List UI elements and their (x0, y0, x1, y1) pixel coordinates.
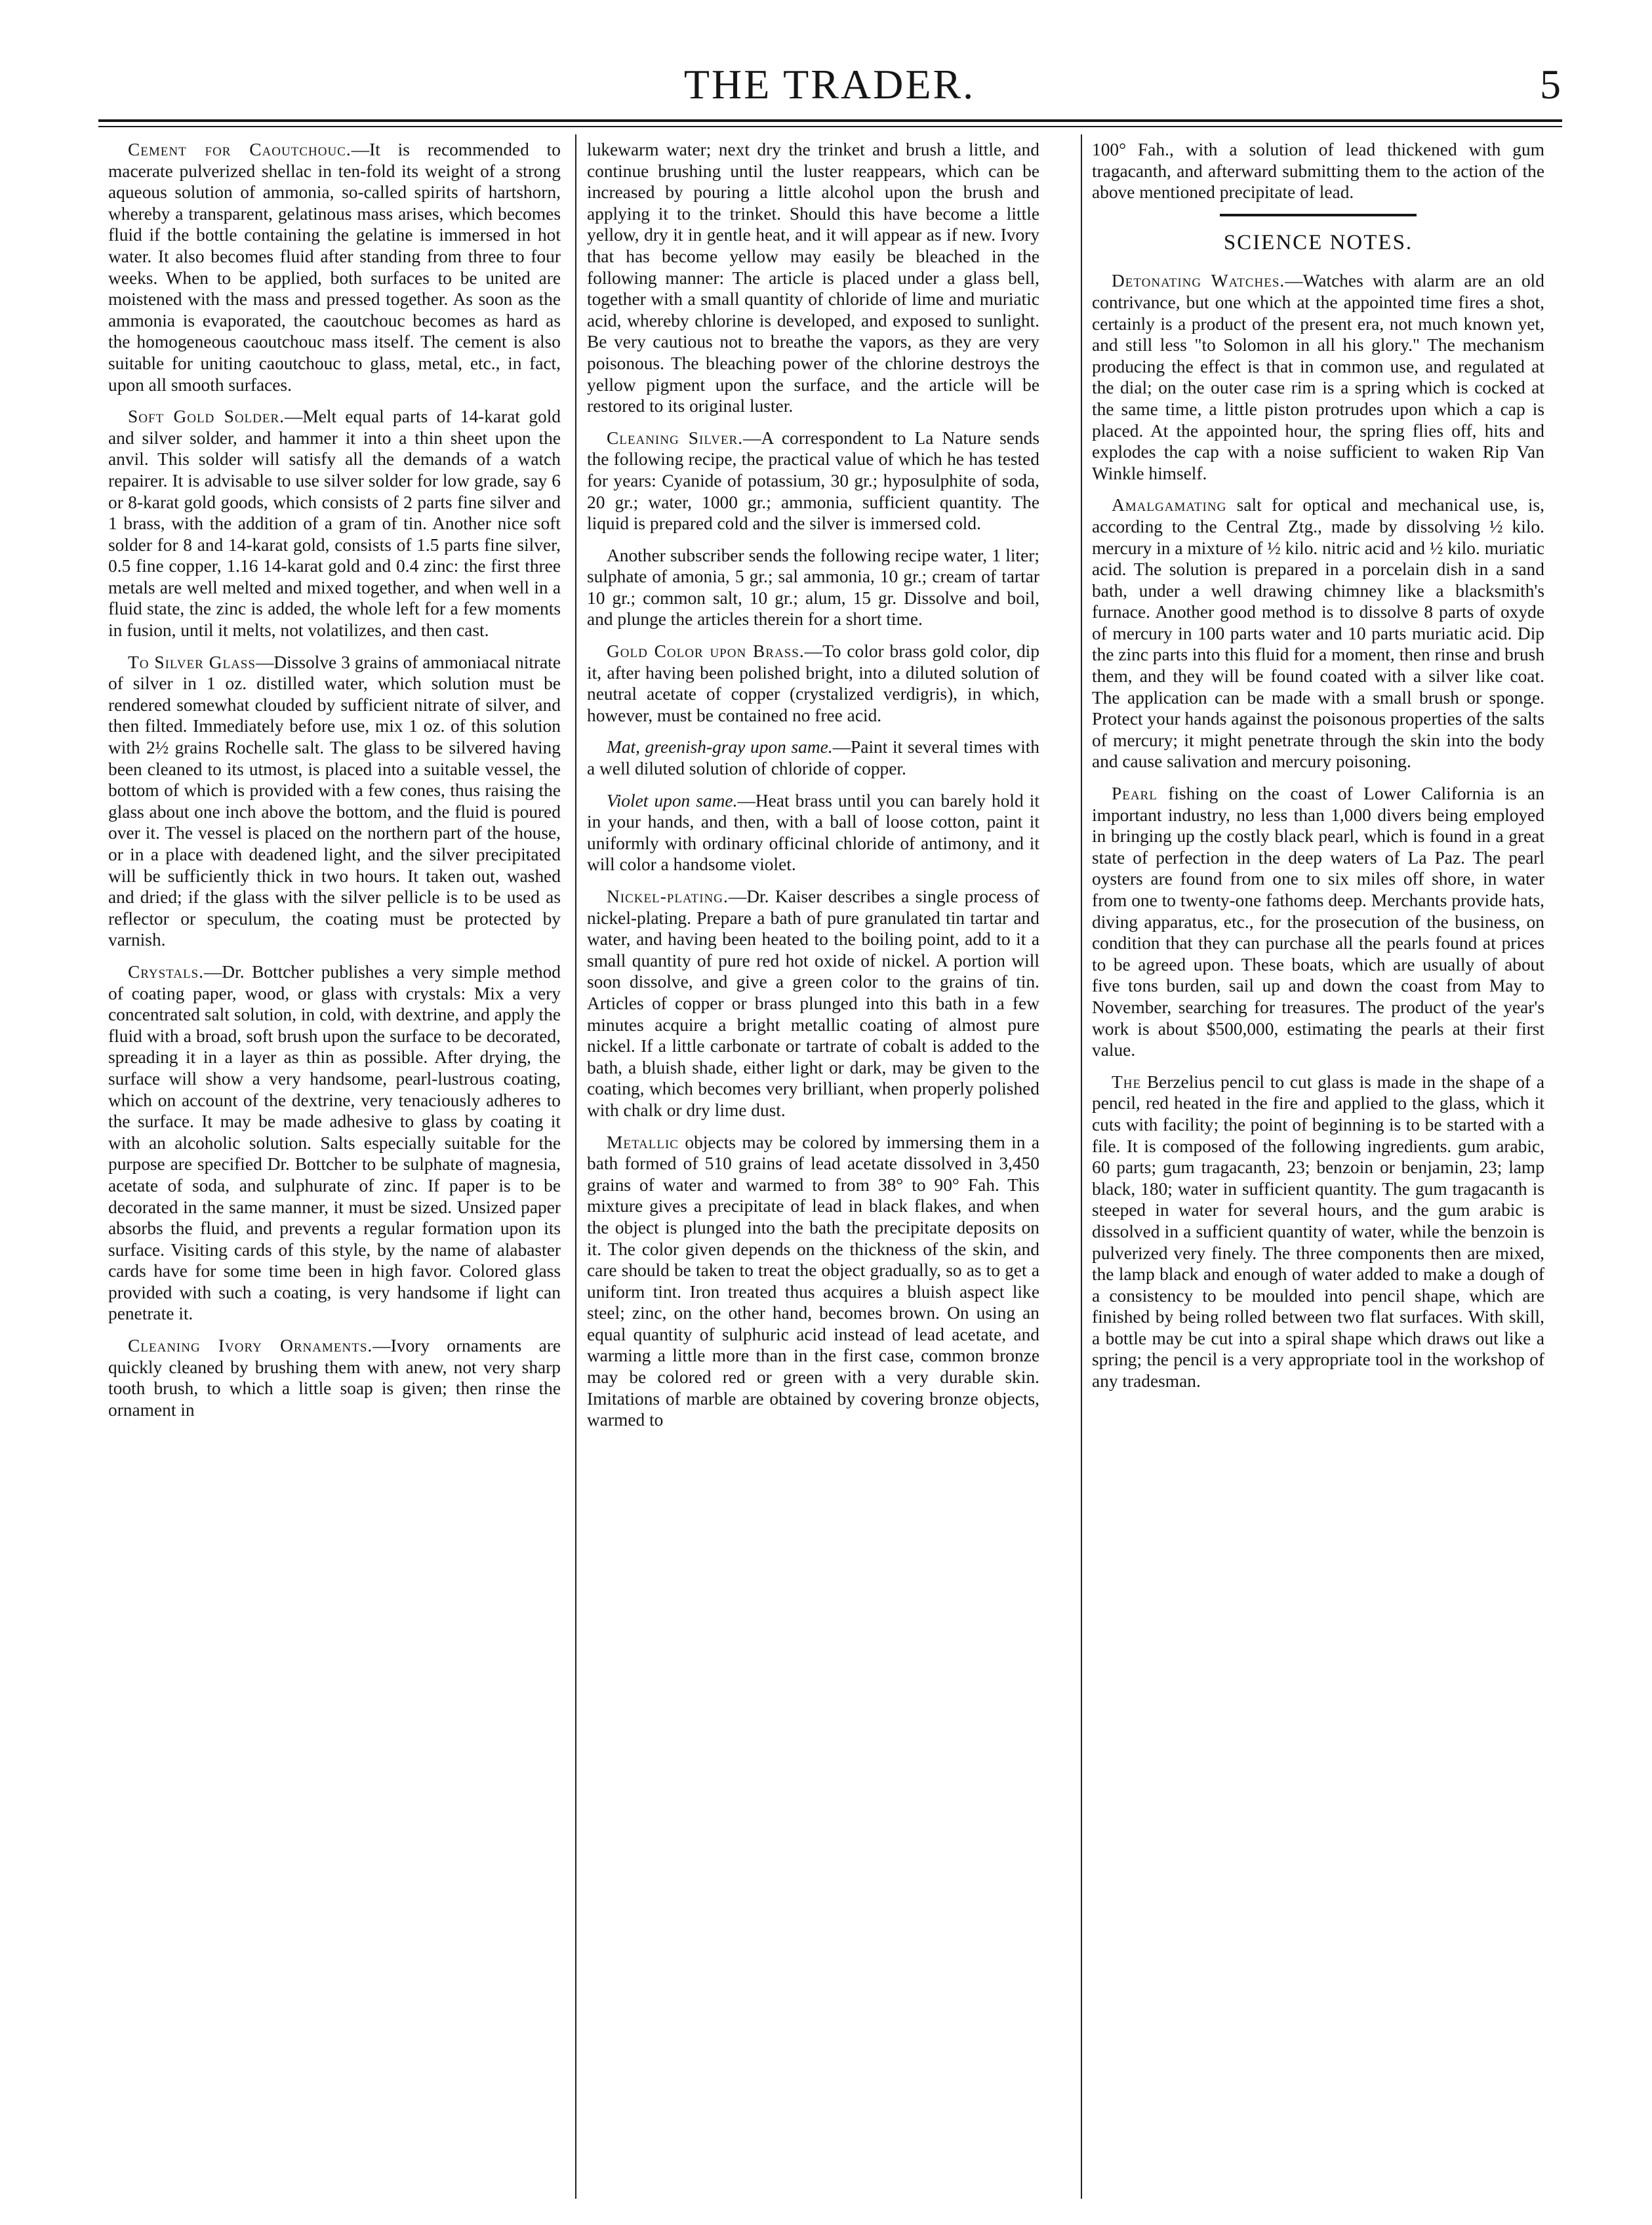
article-column-1 (108, 139, 561, 2197)
article-paragraph (587, 545, 1039, 630)
article-paragraph (1092, 783, 1544, 1061)
article-body: Another subscriber sends the following recipe water, 1 liter; sulphate of amonia, 5 gr.; sal ammonia, 10 gr.; cream of tartar 10 gr.; common salt, 10 gr.; alum, 15 gr. Dissolve and boil, and plunge the articles therein for a short time. (587, 545, 1039, 630)
article-lead: Violet upon same. (607, 790, 738, 811)
article-paragraph (1092, 139, 1544, 203)
article-body: —To color brass gold color, dip it, after having been polished bright, into a diluted solution of neutral acetate of copper (crystalized verdigris), in which, however, must be contained no free acid. (587, 641, 1039, 725)
article-lead: Soft Gold Solder. (128, 407, 285, 427)
article-body: —Dr. Bottcher publishes a very simple method of coating paper, wood, or glass with crystals: Mix a very concentrated salt solution, in cold, with dextrine, and apply the fluid with a broad, soft brush upon the surface to be decorated, spreading it in a layer as thin as possible. After drying, the surface will show a very handsome, pearl-lustrous coating, which on account of the dextrine, very tenaciously adheres to the surface. It may be made adhesive to glass by coating it with an alcoholic solution. Salts especially suitable for the purpose are specified Dr. Bottcher to be sulphate of magnesia, acetate of soda, and sulphurate of zinc. If paper is to be decorated in the same manner, it must be sized. Unsized paper absorbs the fluid, and prevents a regular formation upon its surface. Visiting cards of this style, by the name of alabaster cards have for some time been in high favor. Colored glass provided with such a coating, is very handsome if light can penetrate it. (108, 961, 561, 1324)
page-number: 5 (1540, 61, 1561, 108)
masthead (98, 60, 1561, 117)
article-paragraph (108, 139, 561, 395)
article-paragraph (108, 406, 561, 641)
article-paragraph (587, 428, 1039, 534)
article-body: lukewarm water; next dry the trinket and brush a little, and continue brushing until the luster reappears, which can be increased by pouring a little alcohol upon the brush and applying it to the trinket. Should this have become a little yellow, dry it in gentle heat, and it will appear as if new. Ivory that has become yellow may easily be bleached in the following manner: The article is placed under a glass bell, together with a small quantity of chloride of lime and muriatic acid, whereby chlorine is developed, and exposed to sunlight. Be very cautious not to breathe the vapors, as they are very poisonous. The bleaching power of the chlorine destroys the yellow pigment upon the surface, and the article will be restored to its original luster. (587, 140, 1039, 416)
article-body: fishing on the coast of Lower California is an important industry, no less than 1,000 divers being employed in bringing up the costly black pearl, which is found in a great state of perfection in the deep waters of La Paz. The pearl oysters are found from one to six miles off shore, in water from one to twenty-one fathoms deep. Merchants provide hats, diving apparatus, etc., for the prosecution of the business, on condition that they can purchase all the pearls found at prices to be agreed upon. These boats, which are usually of about five tons burden, sail up and down the coast from May to November, searching for treasures. The product of the year's work is about $500,000, estimating the pearls at their first value. (1092, 784, 1544, 1060)
article-paragraph (587, 1132, 1039, 1431)
article-paragraph (587, 641, 1039, 726)
article-body: objects may be colored by immersing them in a bath formed of 510 grains of lead acetate dissolved in 3,450 grains of water and warmed to from 38° to 90° Fah. This mixture gives a precipitate of lead in black flakes, and when the object is plunged into the bath the precipitate deposits on it. The color given depends on the thickness of the skin, and care should be taken to treat the object gradually, so as to get a uniform tint. Iron treated thus acquires a bluish aspect like steel; zinc, on the other hand, becomes brown. On using an equal quantity of sulphuric acid instead of lead acetate, and warming a little more than in the first case, common bronze may be colored red or green with a very durable skin. Imitations of marble are obtained by covering bronze objects, warmed to (587, 1132, 1039, 1430)
column-divider (1081, 134, 1082, 2199)
article-lead: To Silver Glass (128, 652, 256, 672)
article-body: Berzelius pencil to cut glass is made in the shape of a pencil, red heated in the fire and applied to the glass, which it cuts with facility; the point of beginning is to be started with a file. It is composed of the following ingredients. gum arabic, 60 parts; gum tragacanth, 23; benzoin or benjamin, 23; lamp black, 180; water in sufficient quantity. The gum tragacanth is steeped in water for several hours, and the gum arabic is dissolved in a sufficient quantity of water, while the benzoin is pulverized very finely. The three components then are mixed, the lamp black and enough of water added to make a dough of a consistency to be moulded into pencil shape, which are finished by being rolled between two flat surfaces. With skill, a bottle may be cut into a spiral shape which draws out like a spring; the pencil is a very appropriate tool in the workshop of any tradesman. (1092, 1072, 1544, 1392)
article-lead: Cleaning Ivory Ornaments. (128, 1336, 373, 1356)
article-column-2 (587, 139, 1039, 2197)
article-paragraph (108, 1335, 561, 1420)
article-paragraph (587, 886, 1039, 1121)
article-lead: Metallic (607, 1132, 679, 1152)
article-paragraph (108, 961, 561, 1325)
article-lead: Nickel-plating. (607, 887, 729, 906)
article-paragraph (1092, 1072, 1544, 1392)
article-lead: The (1112, 1072, 1142, 1092)
article-body: —A correspondent to La Nature sends the following recipe, the practical value of which he has tested for years: Cyanide of potassium, 30 gr.; hyposulphite of soda, 20 gr.; water, 1000 gr.; ammonia, sufficient quantity. The liquid is prepared cold and the silver is immersed cold. (587, 428, 1039, 534)
article-lead: Cement for Caoutchouc. (128, 140, 352, 159)
section-rule (1220, 214, 1417, 216)
article-body: —Melt equal parts of 14-karat gold and silver solder, and hammer it into a thin sheet upon the anvil. This solder will satisfy all the demands of a watch repairer. It is advisable to use silver solder for low grade, say 6 or 8-karat gold goods, which consists of 2 parts fine silver and 1 brass, with the addition of a gram of tin. Another nice soft solder for 8 and 14-karat gold, consists of 1.5 parts fine silver, 0.5 fine copper, 1.16 14-karat gold and 0.4 zinc: the first three metals are well melted and mixed together, and when well in a fluid state, the zinc is added, the whole left for a few moments in fusion, until it melts, not volatilizes, and then cast. (108, 407, 561, 641)
article-body: —Watches with alarm are an old contrivance, but one which at the appointed time fires a shot, certainly is a product of the present era, not much known yet, and still less "to Solomon in all his glory." The mechanism producing the effect is that in common use, and regulated at the dial; on the outer case rim is a spring which is cocked at the same time, a little piston protrudes upon which a cap is placed. At the appointed hour, the spring flies off, hits and explodes the cap with a noise sufficient to waken Rip Van Winkle himself. (1092, 271, 1544, 483)
article-paragraph (108, 652, 561, 951)
article-lead: Pearl (1112, 784, 1158, 804)
article-body: —Dissolve 3 grains of ammoniacal nitrate of silver in 1 oz. distilled water, which solution must be rendered somewhat clouded by sufficient nitrate of silver, and then filted. Immediately before use, mix 1 oz. of this solution with 2½ grains Rochelle salt. The glass to be silvered having been cleaned to its utmost, is placed into a suitable vessel, the bottom of which is provided with a few cones, thus raising the glass about one inch above the bottom, and the fluid is poured over it. The vessel is placed on the northern part of the house, or in a place with deadened light, and the silver precipitated will be sufficiently thick in two hours. It taken out, washed and dried; if the glass with the silver pellicle is to be used as reflector or speculum, the coating must be protected by varnish. (108, 652, 561, 950)
article-paragraph (587, 736, 1039, 779)
article-body: —Paint it several times with a well diluted solution of chloride of copper. (587, 737, 1039, 779)
article-paragraph (1092, 270, 1544, 484)
article-lead: Cleaning Silver. (607, 428, 744, 448)
article-paragraph (587, 139, 1039, 417)
article-body: salt for optical and mechanical use, is, according to the Central Ztg., made by dissolving ½ kilo. mercury in a mixture of ½ kilo. nitric acid and ½ kilo. muriatic acid. The solution is prepared in a porcelain dish in a sand bath, under a well drawing chimney like a blacksmith's furnace. Another good method is to dissolve 8 parts of oxyde of mercury in 100 parts water and 10 parts muriatic acid. Dip the zinc parts into this fluid for a moment, then rinse and brush them, and they will be found coated with a silver like coat. The application can be made with a small brush or sponge. Protect your hands against the poisonous properties of the salts of mercury; it might penetrate through the skin into the body and cause salivation and mercury poisoning. (1092, 495, 1544, 772)
newspaper-title: THE TRADER. (683, 61, 976, 108)
section-title: SCIENCE NOTES. (1223, 230, 1413, 254)
article-body: —Heat brass until you can barely hold it in your hands, and then, with a ball of loose cotton, paint it uniformly with ordinary officinal chloride of antimony, and it will color a handsome violet. (587, 790, 1039, 875)
header-rule-thin (98, 126, 1562, 127)
article-lead: Crystals. (128, 961, 205, 982)
article-lead: Gold Color upon Brass. (607, 641, 805, 662)
article-paragraph (587, 790, 1039, 875)
header-rule-thick (98, 119, 1562, 122)
article-body: —Dr. Kaiser describes a single process of nickel-plating. Prepare a bath of pure granulated tin tartar and water, and having been heated to the boiling point, add to it a small quantity of pure red hot oxide of nickel. A portion will soon dissolve, and give a green color to the grains of tin. Articles of copper or brass plunged into this bath in a few minutes acquire a bright metallic coating of almost pure nickel. If a little carbonate or tartrate of cobalt is added to the bath, a bluish shade, either light or dark, may be given to the coating, which becomes very brilliant, when properly polished with chalk or dry lime dust. (587, 887, 1039, 1120)
article-body: 100° Fah., with a solution of lead thickened with gum tragacanth, and afterward submitting them to the action of the above mentioned precipitate of lead. (1092, 140, 1544, 203)
column-divider (575, 134, 576, 2199)
article-body: —It is recommended to macerate pulverized shellac in ten-fold its weight of a strong aqueous solution of ammonia, so-called spirits of hartshorn, whereby a transparent, gelatinous mass arises, which becomes fluid if the bottle containing the gelatine is immersed in hot water. It also becomes fluid after standing from three to four weeks. When to be applied, both surfaces to be united are moistened with the mass and pressed together. As soon as the ammonia is evaporated, the caoutchouc becomes as hard as the homogeneous caoutchouc mass itself. The cement is also suitable for uniting caoutchouc to glass, metal, etc., in fact, upon all smooth surfaces. (108, 140, 561, 395)
article-body: —Ivory ornaments are quickly cleaned by brushing them with anew, not very sharp tooth brush, to which a little soap is given; then rinse the ornament in (108, 1336, 561, 1420)
article-paragraph (1092, 494, 1544, 772)
article-lead: Mat, greenish-gray upon same. (607, 737, 833, 757)
article-column-3 (1092, 139, 1544, 2197)
section-heading-block (1092, 214, 1544, 254)
article-lead: Amalgamating (1112, 495, 1227, 515)
article-lead: Detonating Watches. (1112, 271, 1285, 291)
